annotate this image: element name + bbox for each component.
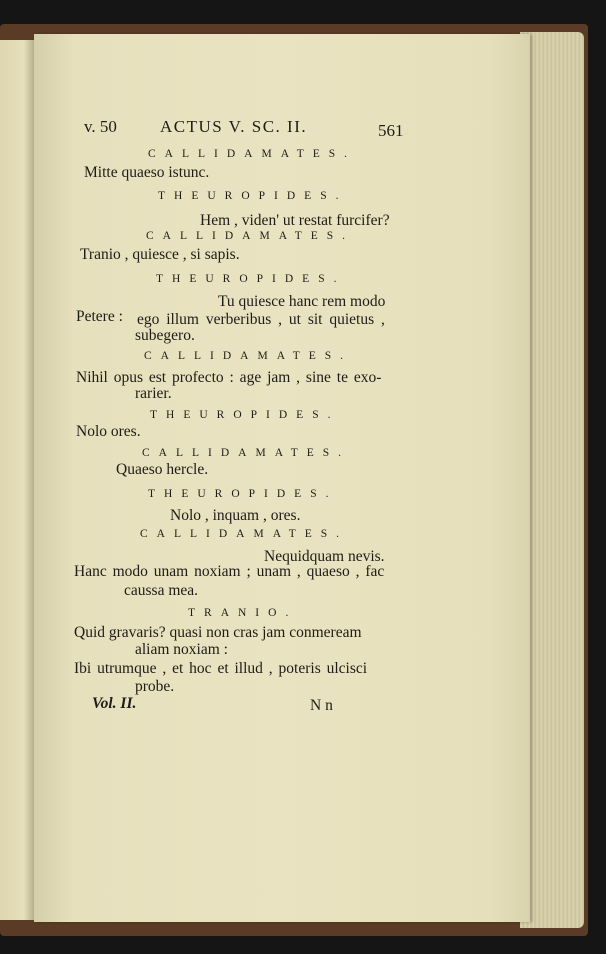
previous-page-edge [0, 40, 34, 920]
verse-line: Nihil opus est profecto : age jam , sine te exo- [76, 369, 382, 386]
speaker-name: TRANIO. [188, 607, 298, 619]
verse-line: aliam noxiam : [135, 641, 228, 658]
page-number: 561 [378, 121, 404, 140]
speaker-name: THEUROPIDES. [148, 488, 338, 500]
verse-line: Hanc modo unam noxiam ; unam , quaeso , fac [74, 563, 385, 580]
verse-line: Quid gravaris? quasi non cras jam conmeream [74, 624, 362, 641]
verse-line: Ibi utrumque , et hoc et illud , poteris ulcisci [74, 660, 368, 677]
verse-line: Petere : [76, 308, 123, 325]
running-title: ACTUS V. SC. II. [160, 117, 308, 136]
verse-line: caussa mea. [124, 582, 199, 599]
speaker-name: THEUROPIDES. [156, 273, 346, 285]
speaker-name: CALLIDAMATES. [148, 148, 357, 160]
speaker-name: CALLIDAMATES. [144, 350, 353, 362]
verse-line: rarier. [135, 385, 172, 402]
volume-label: Vol. II. [92, 695, 137, 712]
speaker-name: CALLIDAMATES. [140, 528, 349, 540]
signature-mark: N n [310, 697, 333, 714]
verse-line: subegero. [135, 327, 195, 344]
verse-line: Nolo , inquam , ores. [170, 507, 301, 524]
verse-line: ego illum verberibus , ut sit quietus , [137, 311, 385, 328]
verse-line: Nolo ores. [76, 423, 141, 440]
verse-line: Quaeso hercle. [116, 461, 209, 478]
verse-line: Nequidquam nevis. [264, 548, 385, 565]
speaker-name: CALLIDAMATES. [146, 230, 355, 242]
verse-line: Hem , viden' ut restat furcifer? [200, 212, 390, 229]
verse-line: Tu quiesce hanc rem modo [218, 293, 386, 310]
verse-line: Tranio , quiesce , si sapis. [80, 246, 240, 263]
speaker-name: CALLIDAMATES. [142, 447, 351, 459]
verse-line: probe. [135, 678, 175, 695]
speaker-name: THEUROPIDES. [150, 409, 340, 421]
verse-line: Mitte quaeso istunc. [84, 164, 210, 181]
verse-marker: v. 50 [84, 117, 117, 136]
speaker-name: THEUROPIDES. [158, 190, 348, 202]
